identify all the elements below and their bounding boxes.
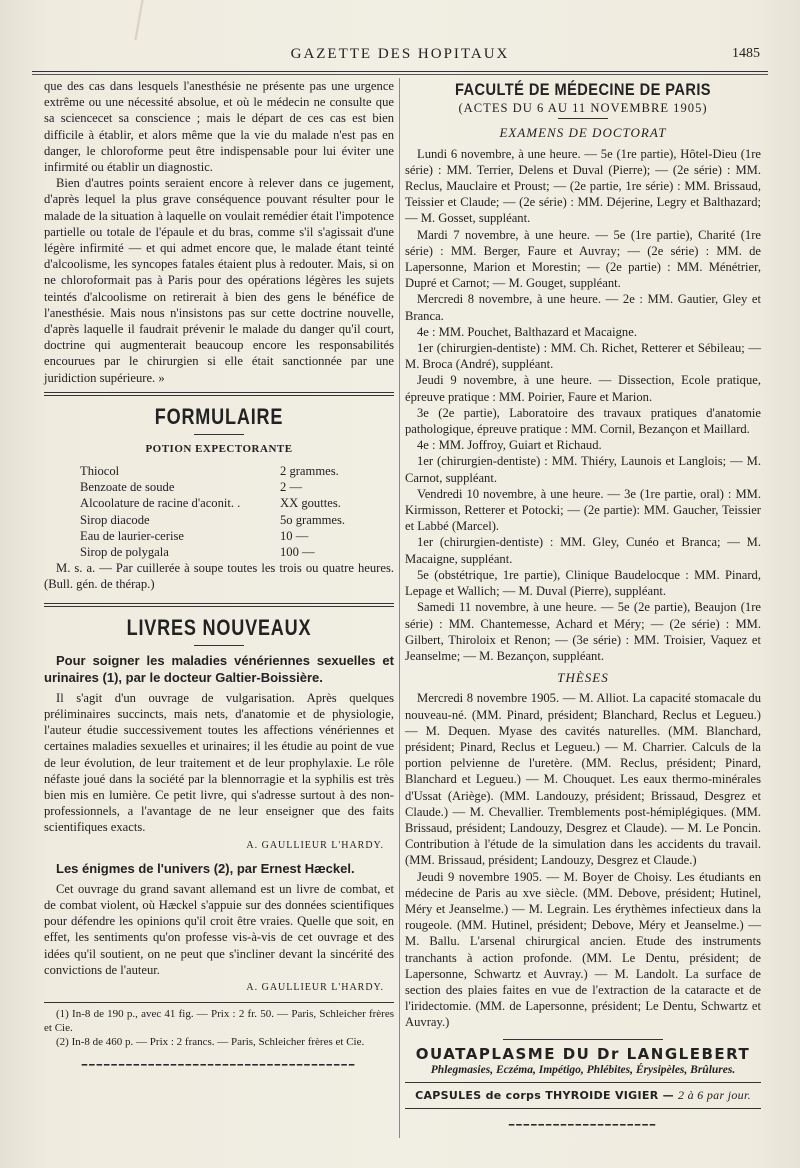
formula-note: M. s. a. — Par cuillerée à soupe toutes les trois ou quatre heures. (Bull. gén. de thérap.) bbox=[44, 561, 394, 592]
heading-underline bbox=[558, 118, 608, 119]
formula-subheading: POTION EXPECTORANTE bbox=[145, 442, 293, 455]
faculte-title: FACULTÉ DE MÉDECINE DE PARIS bbox=[454, 80, 711, 99]
exam-entry: Lundi 6 novembre, à une heure. — 5e (1re partie), Hôtel-Dieu (1re série) : MM. Terrier, Delens et Duval (Pierre); — (2e série) : MM. Reclus, Mauclaire et Proust; — (2e partie, 1re série) : MM. Brissaud, Teissier et Claude; — (2e série) : MM. Déjerine, Legry et Balthazard; — M. Gosset, suppléant. bbox=[405, 146, 761, 226]
ingredient: Sirop de polygala bbox=[80, 545, 169, 560]
ornament-divider: ━━━━━━━━━━━━━━━━━━━━ bbox=[508, 1120, 658, 1131]
examens-heading: EXAMENS DE DOCTORAT bbox=[499, 125, 667, 141]
ad-ouataplasme: OUATAPLASME DU Dr LANGLEBERT bbox=[415, 1044, 751, 1063]
footnote-rule bbox=[44, 1002, 394, 1003]
intro-paragraph: Bien d'autres points seraient encore à relever dans ce jugement, d'après lequel la plus grave conséquence pouvant résulter pour le malade de la situation à laquelle on voulait remédier était l'impotence partielle ou totale de l'épaule et du bras, comme s'il s'agissait d'une légère infirmité — et qui admet encore que, le malade étant teinté d'alcoolisme, les syncopes fatales étaient plus à redouter. Mais, si on ne chloroformait pas à Paris pour des opérations légères les sujets teintés d'alcoolisme on retirerait à bien des gens le bénéfice de l'anesthésie. Mais nous n'insistons pas sur cette doctrine nouvelle, d'après laquelle il faudrait prévenir le malade du danger qu'il court, doctrine qui augmenterait beaucoup encore les responsabilités encourues par le chirurgien si elle était sanctionnée par une juridiction supérieure. » bbox=[44, 176, 394, 385]
ingredient: Sirop diacode bbox=[80, 512, 150, 527]
ad-ouataplasme-sub: Phlegmasies, Eczéma, Impétigo, Phlébites, Érysipèles, Brûlures. bbox=[430, 1063, 736, 1076]
ad-rule bbox=[405, 1082, 761, 1083]
ingredient: Thiocol bbox=[80, 464, 120, 479]
exam-entry: 4e : MM. Pouchet, Balthazard et Macaigne. bbox=[417, 324, 637, 339]
right-column bbox=[405, 78, 761, 1133]
quantity: 100 — bbox=[280, 545, 315, 560]
formula-row bbox=[80, 463, 360, 479]
intro-paragraph: que des cas dans lesquels l'anesthésie ne présente pas une urgence extrême ou une nécessité absolue, et où le médecin ne consulte que sa sciencecet sa conscience ; mais le départ de ces cas est bien difficile à établir, et alors même que la vie du malade n'est pas en danger, le chloroforme peut être indispensable pour lui éviter une infirmité ou établir un diagnostic. bbox=[44, 79, 394, 175]
formula-row bbox=[80, 512, 360, 528]
section-rule bbox=[44, 392, 394, 396]
footnote: (2) In-8 de 460 p. — Prix : 2 francs. — Paris, Schleicher frères et Cie. bbox=[56, 1036, 365, 1049]
ad-rule bbox=[503, 1039, 663, 1040]
quantity: 2 — bbox=[280, 480, 303, 495]
theses-heading: THÈSES bbox=[557, 670, 609, 686]
section-rule bbox=[44, 603, 394, 607]
book-title: Pour soigner les maladies vénériennes sexuelles et urinaires (1), par le docteur Galtier-Boissière. bbox=[44, 652, 394, 685]
theses-entry: Mercredi 8 novembre 1905. — M. Alliot. La capacité stomacale du nouveau-né. (MM. Pinard, président; Blanchard, Reclus et Legueu.) — M. Dequen. Myase des cavités naturelles. (MM. Blanchard, président; Pinard, Reclus et Legueu.) — M. Charrier. Calculs de la portion pelvienne de l'uretère. (MM. Reclus, président; Pinard, Blanchard et Legueu.) — M. Chouquet. Les eaux thermo-minérales d'Ussat (Ariège). (MM. Landouzy, président; Brissaud, Desgrez et Claude.) — M. Chevallier. Tremblements post-hémiplégiques. (MM. Brissaud, président; Landouzy, Desgrez et Claude). — M. Le Poncin. Contribution à l'étude de la simulation dans les accidents du travail. (MM. Brissaud, président; Landouzy, Desgrez et Claude.) bbox=[405, 691, 761, 868]
ad-capsules-title: CAPSULES de corps THYROIDE VIGIER — bbox=[415, 1088, 674, 1102]
quantity: 2 grammes. bbox=[280, 464, 339, 479]
exam-entry: Vendredi 10 novembre, à une heure. — 3e (1re partie, oral) : MM. Kirmisson, Retterer et Potocki; — (2e partie): MM. Gaucher, Teissier et Labbé (Marcel). bbox=[405, 486, 761, 534]
exam-entry: Mercredi 8 novembre, à une heure. — 2e : MM. Gautier, Gley et Branca. bbox=[405, 292, 761, 323]
formula-row bbox=[80, 495, 360, 511]
review-signature: A. GAULLIEUR L'HARDY. bbox=[246, 839, 384, 851]
exam-entry: 1er (chirurgien-dentiste) : MM. Ch. Richet, Retterer et Sébileau; — M. Broca (André), suppléant. bbox=[405, 341, 761, 372]
journal-title: GAZETTE DES HOPITAUX bbox=[290, 46, 510, 62]
exam-entry: 1er (chirurgien-dentiste) : MM. Gley, Cunéo et Branca; — M. Macaigne, suppléant. bbox=[405, 535, 761, 566]
ad-capsules bbox=[405, 1087, 761, 1104]
ad-capsules-dose: 2 à 6 par jour. bbox=[678, 1087, 751, 1102]
running-header bbox=[0, 42, 800, 68]
exam-entry: 1er (chirurgien-dentiste) : MM. Thiéry, Launois et Langlois; — M. Carnot, suppléant. bbox=[405, 454, 761, 485]
livres-heading: LIVRES NOUVEAUX bbox=[126, 614, 312, 640]
quantity: 10 — bbox=[280, 528, 309, 543]
book-title: Les énigmes de l'univers (2), par Ernest Hæckel. bbox=[56, 860, 355, 876]
exam-entry: 5e (obstétrique, 1re partie), Clinique Baudelocque : MM. Pinard, Lepage et Wallich; — M. Duval (Pierre), suppléant. bbox=[405, 567, 761, 599]
exam-entry: Mardi 7 novembre, à une heure. — 5e (1re partie), Charité (1re série) : MM. Berger, Faure et Auvray; — (2e série) : MM. de Lapersonne, Marion et Morestin; — (2e partie) : MM. Ménétrier, Dupré et Carnot; — M. Gouget, suppléant. bbox=[405, 227, 761, 291]
book-review: Il s'agit d'un ouvrage de vulgarisation. Après quelques préliminaires succincts, mais nets, d'anatomie et de physiologie, l'auteur étudie successivement toutes les affections vénériennes et certaines maladies sexuelles et urinaires; il les étudie au point de vue de leur évolution, de leur traitement et de leur prophylaxie. Le rôle néfaste joué dans la société par la blennorragie et la syphilis est très bien mis en lumière. Ce petit livre, qui s'adresse surtout à des non-professionnels, a l'avantage de ne leur enseigner que des faits scientifiques exacts. bbox=[44, 690, 394, 835]
formula-row bbox=[80, 479, 360, 495]
exam-entry: 3e (2e partie), Laboratoire des travaux pratiques d'anatomie pathologique, épreuve pratique : MM. Cornil, Bezançon et Maillard. bbox=[405, 405, 761, 437]
formula-row bbox=[80, 528, 360, 544]
page-number: 1485 bbox=[732, 46, 760, 61]
header-rule bbox=[32, 71, 768, 72]
footnote: (1) In-8 de 190 p., avec 41 fig. — Prix : 2 fr. 50. — Paris, Schleicher frères et Cie. bbox=[44, 1008, 394, 1035]
ad-rule bbox=[405, 1108, 761, 1109]
ingredient: Alcoolature de racine d'aconit. . bbox=[80, 496, 241, 511]
faculte-subtitle: (ACTES DU 6 AU 11 NOVEMBRE 1905) bbox=[458, 101, 708, 116]
formula-row bbox=[80, 544, 360, 560]
theses-entry: Jeudi 9 novembre 1905. — M. Boyer de Choisy. Les étudiants en médecine de Paris au xve siècle. (MM. Debove, président; Hutinel, Méry et Jeanselme.) — M. Legrain. Les érythèmes infectieux dans la rougeole. (MM. Hutinel, président; Debove, Méry et Jeanselme.) — M. Ballu. L'arsenal chirurgical ancien. Etude des instruments tranchants à action profonde. (MM. Le Dentu, président; de Lapersonne, Schwartz et Auvray.) — M. Landolt. La surface de section des plaies faites en vue de l'extraction de la cataracte et de l'iridectomie. (MM. de Lapersonne, président; Le Dentu, Schwartz et Auvray.) bbox=[405, 869, 761, 1030]
heading-underline bbox=[194, 434, 244, 435]
left-column bbox=[44, 78, 394, 1073]
review-signature: A. GAULLIEUR L'HARDY. bbox=[246, 981, 384, 993]
quantity: 5o grammes. bbox=[280, 512, 346, 527]
column-separator bbox=[399, 78, 400, 1138]
heading-underline bbox=[194, 645, 244, 646]
exam-entry: Jeudi 9 novembre, à une heure. — Dissection, Ecole pratique, épreuve pratique : MM. Poirier, Faure et Marion. bbox=[405, 373, 761, 404]
formulaire-heading: FORMULAIRE bbox=[154, 403, 284, 429]
ingredient: Eau de laurier-cerise bbox=[80, 528, 184, 543]
book-review: Cet ouvrage du grand savant allemand est un livre de combat, et de combat violent, où Hæckel s'appuie sur des données scientifiques pour défendre les opinions qu'il croit être vraies. Quelle que soit, en effet, les sentiments qu'on professe vis-à-vis de cet ouvrage et des idées qu'il soutient, on ne peut que s'incliner devant la sincérité des convictions de l'auteur. bbox=[44, 881, 394, 977]
quantity: XX gouttes. bbox=[280, 496, 341, 511]
ingredient: Benzoate de soude bbox=[80, 480, 175, 495]
header-rule-2 bbox=[32, 74, 768, 75]
exam-entry: 4e : MM. Joffroy, Guiart et Richaud. bbox=[417, 438, 602, 453]
formula-table bbox=[80, 463, 360, 560]
ornament-divider: ━━━━━━━━━━━━━━━━━━━━━━━━━━━━━━━━━━━━━ bbox=[81, 1060, 357, 1071]
exam-entry: Samedi 11 novembre, à une heure. — 5e (2e partie), Beaujon (1re série) : MM. Chantemesse, Achard et Méry; — (2e série) : MM. Gilbert, Thiroloix et Renon; — (3e série) : MM. Troisier, Vaquez et Jeanselme; — M. Bezançon, suppléant. bbox=[405, 600, 761, 663]
paper-crease bbox=[125, 0, 153, 40]
